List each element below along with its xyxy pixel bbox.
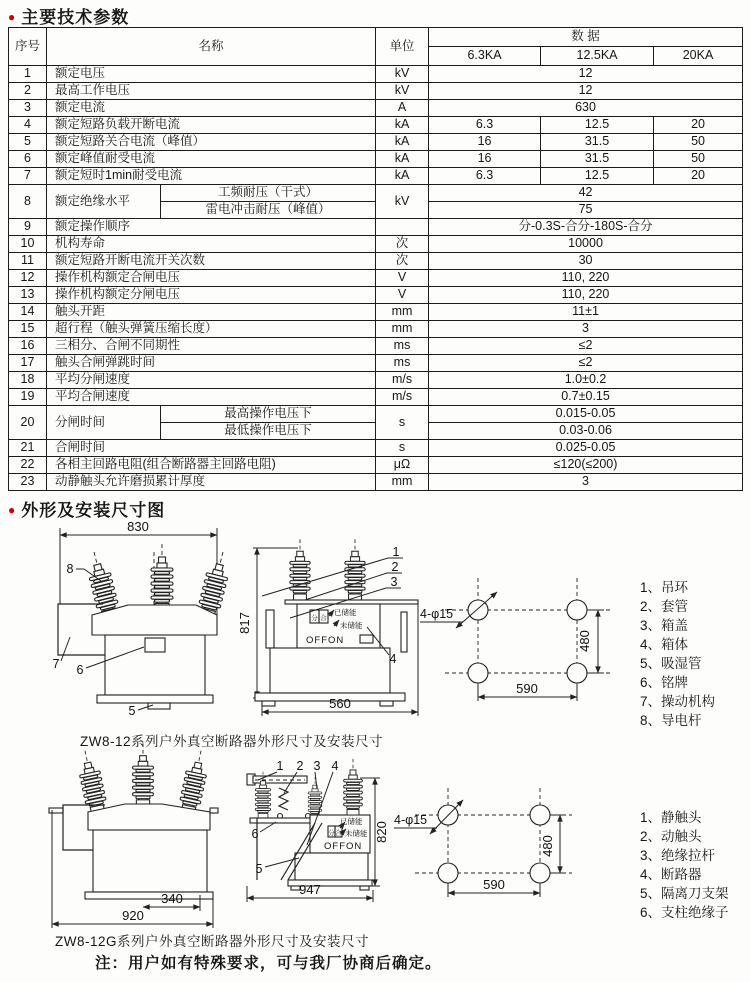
row-value: ≤2 — [429, 355, 743, 372]
row-value: 12 — [429, 83, 743, 100]
dim-label: 480 — [540, 835, 555, 857]
callout-4: 4 — [331, 759, 339, 773]
technical-parameters-table — [8, 27, 743, 491]
fig2-legend — [640, 808, 750, 922]
row-value: 16 — [429, 151, 541, 168]
row-value: 42 — [429, 185, 743, 202]
col-header-data: 数 据 — [429, 28, 743, 47]
row-no: 18 — [9, 372, 47, 389]
dim-label: 590 — [516, 681, 538, 696]
table-row — [9, 287, 743, 304]
row-name: 三相分、合闸不同期性 — [47, 338, 376, 355]
dim-label: 817 — [237, 612, 252, 634]
table-header-row — [9, 28, 743, 47]
col-header-name: 名称 — [47, 28, 376, 66]
row-no: 12 — [9, 270, 47, 287]
col-header-6.3ka: 6.3KA — [429, 47, 541, 66]
row-value: 20 — [654, 168, 743, 185]
col-header-unit: 单位 — [376, 28, 429, 66]
callout-5: 5 — [128, 704, 136, 718]
row-value: 30 — [429, 253, 743, 270]
legend-item: 1、吊环 — [640, 580, 689, 595]
legend-item: 2、套管 — [640, 599, 689, 614]
fig2-mounting-holes — [394, 788, 572, 897]
row-unit: mm — [376, 474, 429, 491]
row-value: ≤2 — [429, 338, 743, 355]
legend-item: 7、操动机构 — [640, 694, 716, 709]
row-unit: 次 — [376, 253, 429, 270]
legend-item: 5、吸湿管 — [640, 656, 702, 671]
nameplate — [145, 638, 165, 652]
row-unit: V — [376, 270, 429, 287]
row-value: ≤120(≤200) — [429, 457, 743, 474]
row-no: 10 — [9, 236, 47, 253]
row-value: 6.3 — [429, 117, 541, 134]
row-no: 5 — [9, 134, 47, 151]
row-name: 额定操作顺序 — [47, 219, 376, 236]
callout-8: 8 — [66, 562, 74, 576]
row-subname: 最高操作电压下 — [161, 406, 376, 423]
dim-label: 920 — [122, 908, 144, 923]
red-bullet-icon: ● — [8, 10, 17, 24]
row-name: 各相主回路电阻(组合断路器主回路电阻) — [47, 457, 376, 474]
callout-3: 3 — [390, 575, 398, 589]
row-no: 22 — [9, 457, 47, 474]
row-no: 17 — [9, 355, 47, 372]
row-unit: kV — [376, 66, 429, 83]
row-unit: s — [376, 406, 429, 440]
legend-item: 6、铭牌 — [640, 675, 689, 690]
row-value: 11±1 — [429, 304, 743, 321]
row-unit: mm — [376, 304, 429, 321]
row-unit: A — [376, 100, 429, 117]
row-value: 110, 220 — [429, 270, 743, 287]
dim-label: 820 — [374, 821, 389, 843]
callout-2: 2 — [296, 759, 304, 773]
row-no: 21 — [9, 440, 47, 457]
fig1-front-view — [53, 520, 234, 718]
legend-item: 4、断路器 — [640, 867, 702, 882]
dim-label: 590 — [483, 877, 505, 892]
section-title-text: 外形及安装尺寸图 — [21, 501, 166, 520]
stored-label: 已储能 — [334, 608, 357, 617]
switch-close-label: 合 — [335, 830, 342, 837]
outline-drawings — [0, 520, 750, 982]
row-value: 16 — [429, 134, 541, 151]
row-value: 12.5 — [541, 168, 654, 185]
col-header-no: 序号 — [9, 28, 47, 66]
row-value: 20 — [654, 117, 743, 134]
table-row — [9, 406, 743, 423]
row-no: 20 — [9, 406, 47, 440]
fig2-caption: ZW8-12G系列户外真空断路器外形尺寸及安装尺寸 — [55, 934, 370, 949]
row-no: 19 — [9, 389, 47, 406]
row-no: 7 — [9, 168, 47, 185]
row-value: 0.025-0.05 — [429, 440, 743, 457]
legend-item: 8、导电杆 — [640, 713, 702, 728]
unstored-label: 未储能 — [340, 621, 363, 630]
fig1-mounting-holes — [420, 578, 612, 701]
callout-1: 1 — [392, 545, 400, 559]
row-value: 0.7±0.15 — [429, 389, 743, 406]
table-row — [9, 134, 743, 151]
table-row — [9, 457, 743, 474]
switch-close-label: 合 — [320, 615, 327, 622]
row-value: 75 — [429, 202, 743, 219]
table-row — [9, 474, 743, 491]
row-unit: m/s — [376, 372, 429, 389]
row-value: 31.5 — [541, 134, 654, 151]
row-name: 触头合闸弹跳时间 — [47, 355, 376, 372]
fig2-side-view — [247, 759, 389, 902]
row-value: 0.03-0.06 — [429, 423, 743, 440]
legend-item: 4、箱体 — [640, 637, 689, 652]
row-value: 分-0.3S-合分-180S-合分 — [429, 219, 743, 236]
row-no: 15 — [9, 321, 47, 338]
legend-item: 3、箱盖 — [640, 618, 689, 633]
row-no: 2 — [9, 83, 47, 100]
row-value: 31.5 — [541, 151, 654, 168]
row-name: 平均合闸速度 — [47, 389, 376, 406]
row-name: 机构寿命 — [47, 236, 376, 253]
row-unit: ms — [376, 355, 429, 372]
col-header-12.5ka: 12.5KA — [541, 47, 654, 66]
row-no: 1 — [9, 66, 47, 83]
legend-item: 5、隔离刀支架 — [640, 886, 729, 901]
callout-6: 6 — [76, 663, 84, 677]
dim-label: 480 — [577, 630, 592, 652]
table-row — [9, 236, 743, 253]
row-subname: 工频耐压（干式） — [161, 185, 376, 202]
callout-4: 4 — [389, 652, 397, 666]
row-name: 额定电流 — [47, 100, 376, 117]
row-no: 6 — [9, 151, 47, 168]
table-row — [9, 151, 743, 168]
row-unit: kV — [376, 83, 429, 100]
row-subname: 最低操作电压下 — [161, 423, 376, 440]
row-name: 额定短路负载开断电流 — [47, 117, 376, 134]
table-row — [9, 338, 743, 355]
row-unit: kA — [376, 117, 429, 134]
table-row — [9, 219, 743, 236]
row-name: 额定绝缘水平 — [47, 185, 161, 219]
section-title-text: 主要技术参数 — [21, 8, 130, 27]
dim-label: 560 — [329, 696, 351, 711]
row-name: 触头开距 — [47, 304, 376, 321]
row-unit: mm — [376, 321, 429, 338]
callout-7: 7 — [52, 657, 60, 671]
row-unit: kA — [376, 134, 429, 151]
switch-open-label: 分 — [311, 615, 318, 622]
row-unit: s — [376, 440, 429, 457]
special-requirements-note: 注：用户如有特殊要求，可与我厂协商后确定。 — [95, 955, 442, 972]
row-no: 23 — [9, 474, 47, 491]
row-value: 6.3 — [429, 168, 541, 185]
callout-3: 3 — [313, 759, 321, 773]
table-row — [9, 100, 743, 117]
row-value: 50 — [654, 134, 743, 151]
row-unit: kA — [376, 151, 429, 168]
row-name: 额定峰值耐受电流 — [47, 151, 376, 168]
callout-2: 2 — [391, 560, 399, 574]
row-name: 额定电压 — [47, 66, 376, 83]
row-value: 50 — [654, 151, 743, 168]
callout-1: 1 — [276, 759, 284, 773]
table-row — [9, 168, 743, 185]
row-name: 超行程（触头弹簧压缩长度） — [47, 321, 376, 338]
red-bullet-icon: ● — [8, 503, 17, 517]
table-row — [9, 321, 743, 338]
table-row — [9, 117, 743, 134]
row-no: 8 — [9, 185, 47, 219]
fig1-caption: ZW8-12系列户外真空断路器外形尺寸及安装尺寸 — [80, 734, 384, 749]
row-value: 10000 — [429, 236, 743, 253]
legend-item: 1、静触头 — [640, 810, 702, 825]
row-name: 额定短路关合电流（峰值） — [47, 134, 376, 151]
row-unit: kA — [376, 168, 429, 185]
row-name: 分闸时间 — [47, 406, 161, 440]
legend-item: 3、绝缘拉杆 — [640, 848, 716, 863]
row-name: 额定短时1min耐受电流 — [47, 168, 376, 185]
row-no: 9 — [9, 219, 47, 236]
switch-open-label: 分 — [328, 830, 335, 837]
row-no: 11 — [9, 253, 47, 270]
table-row — [9, 440, 743, 457]
table-row — [9, 66, 743, 83]
row-no: 4 — [9, 117, 47, 134]
table-row — [9, 270, 743, 287]
row-unit: 次 — [376, 236, 429, 253]
row-value: 630 — [429, 100, 743, 117]
row-name: 平均分闸速度 — [47, 372, 376, 389]
table-row — [9, 253, 743, 270]
callout-6: 6 — [251, 827, 259, 841]
fig1-legend — [640, 578, 750, 730]
row-value: 12.5 — [541, 117, 654, 134]
dim-label: 340 — [161, 891, 183, 906]
unstored-label: 未储能 — [345, 829, 368, 838]
callout-5: 5 — [255, 862, 263, 876]
table-row — [9, 372, 743, 389]
row-value: 3 — [429, 474, 743, 491]
row-unit: μΩ — [376, 457, 429, 474]
table-row — [9, 389, 743, 406]
row-subname: 雷电冲击耐压（峰值） — [161, 202, 376, 219]
row-no: 14 — [9, 304, 47, 321]
row-unit: m/s — [376, 389, 429, 406]
row-value: 0.015-0.05 — [429, 406, 743, 423]
legend-item: 2、动触头 — [640, 829, 702, 844]
row-name: 额定短路开断电流开关次数 — [47, 253, 376, 270]
offon-label: OFFON — [324, 841, 363, 852]
table-row — [9, 355, 743, 372]
row-name: 合闸时间 — [47, 440, 376, 457]
dim-label: 830 — [127, 520, 149, 534]
row-name: 最高工作电压 — [47, 83, 376, 100]
table-row — [9, 185, 743, 202]
section-title-dimensions — [8, 496, 165, 521]
holes-spec-label: 4-φ15 — [420, 607, 454, 621]
legend-item: 6、支柱绝缘子 — [640, 905, 729, 920]
row-unit — [376, 219, 429, 236]
row-value: 12 — [429, 66, 743, 83]
row-unit: V — [376, 287, 429, 304]
row-no: 3 — [9, 100, 47, 117]
section-title-parameters — [8, 3, 129, 28]
fig2-front-view — [49, 743, 218, 928]
fig1-side-view — [237, 539, 418, 716]
row-unit: kV — [376, 185, 429, 219]
row-no: 16 — [9, 338, 47, 355]
stored-label: 已储能 — [340, 817, 363, 826]
holes-spec-label: 4-φ15 — [394, 813, 428, 827]
col-header-20ka: 20KA — [654, 47, 743, 66]
row-value: 110, 220 — [429, 287, 743, 304]
dim-label: 947 — [299, 882, 321, 897]
row-name: 操作机构额定合闸电压 — [47, 270, 376, 287]
row-value: 3 — [429, 321, 743, 338]
offon-label: OFFON — [306, 635, 345, 646]
row-name: 动静触头允许磨损累计厚度 — [47, 474, 376, 491]
row-no: 13 — [9, 287, 47, 304]
row-name: 操作机构额定分闸电压 — [47, 287, 376, 304]
row-value: 1.0±0.2 — [429, 372, 743, 389]
table-row — [9, 83, 743, 100]
row-unit: ms — [376, 338, 429, 355]
table-row — [9, 304, 743, 321]
